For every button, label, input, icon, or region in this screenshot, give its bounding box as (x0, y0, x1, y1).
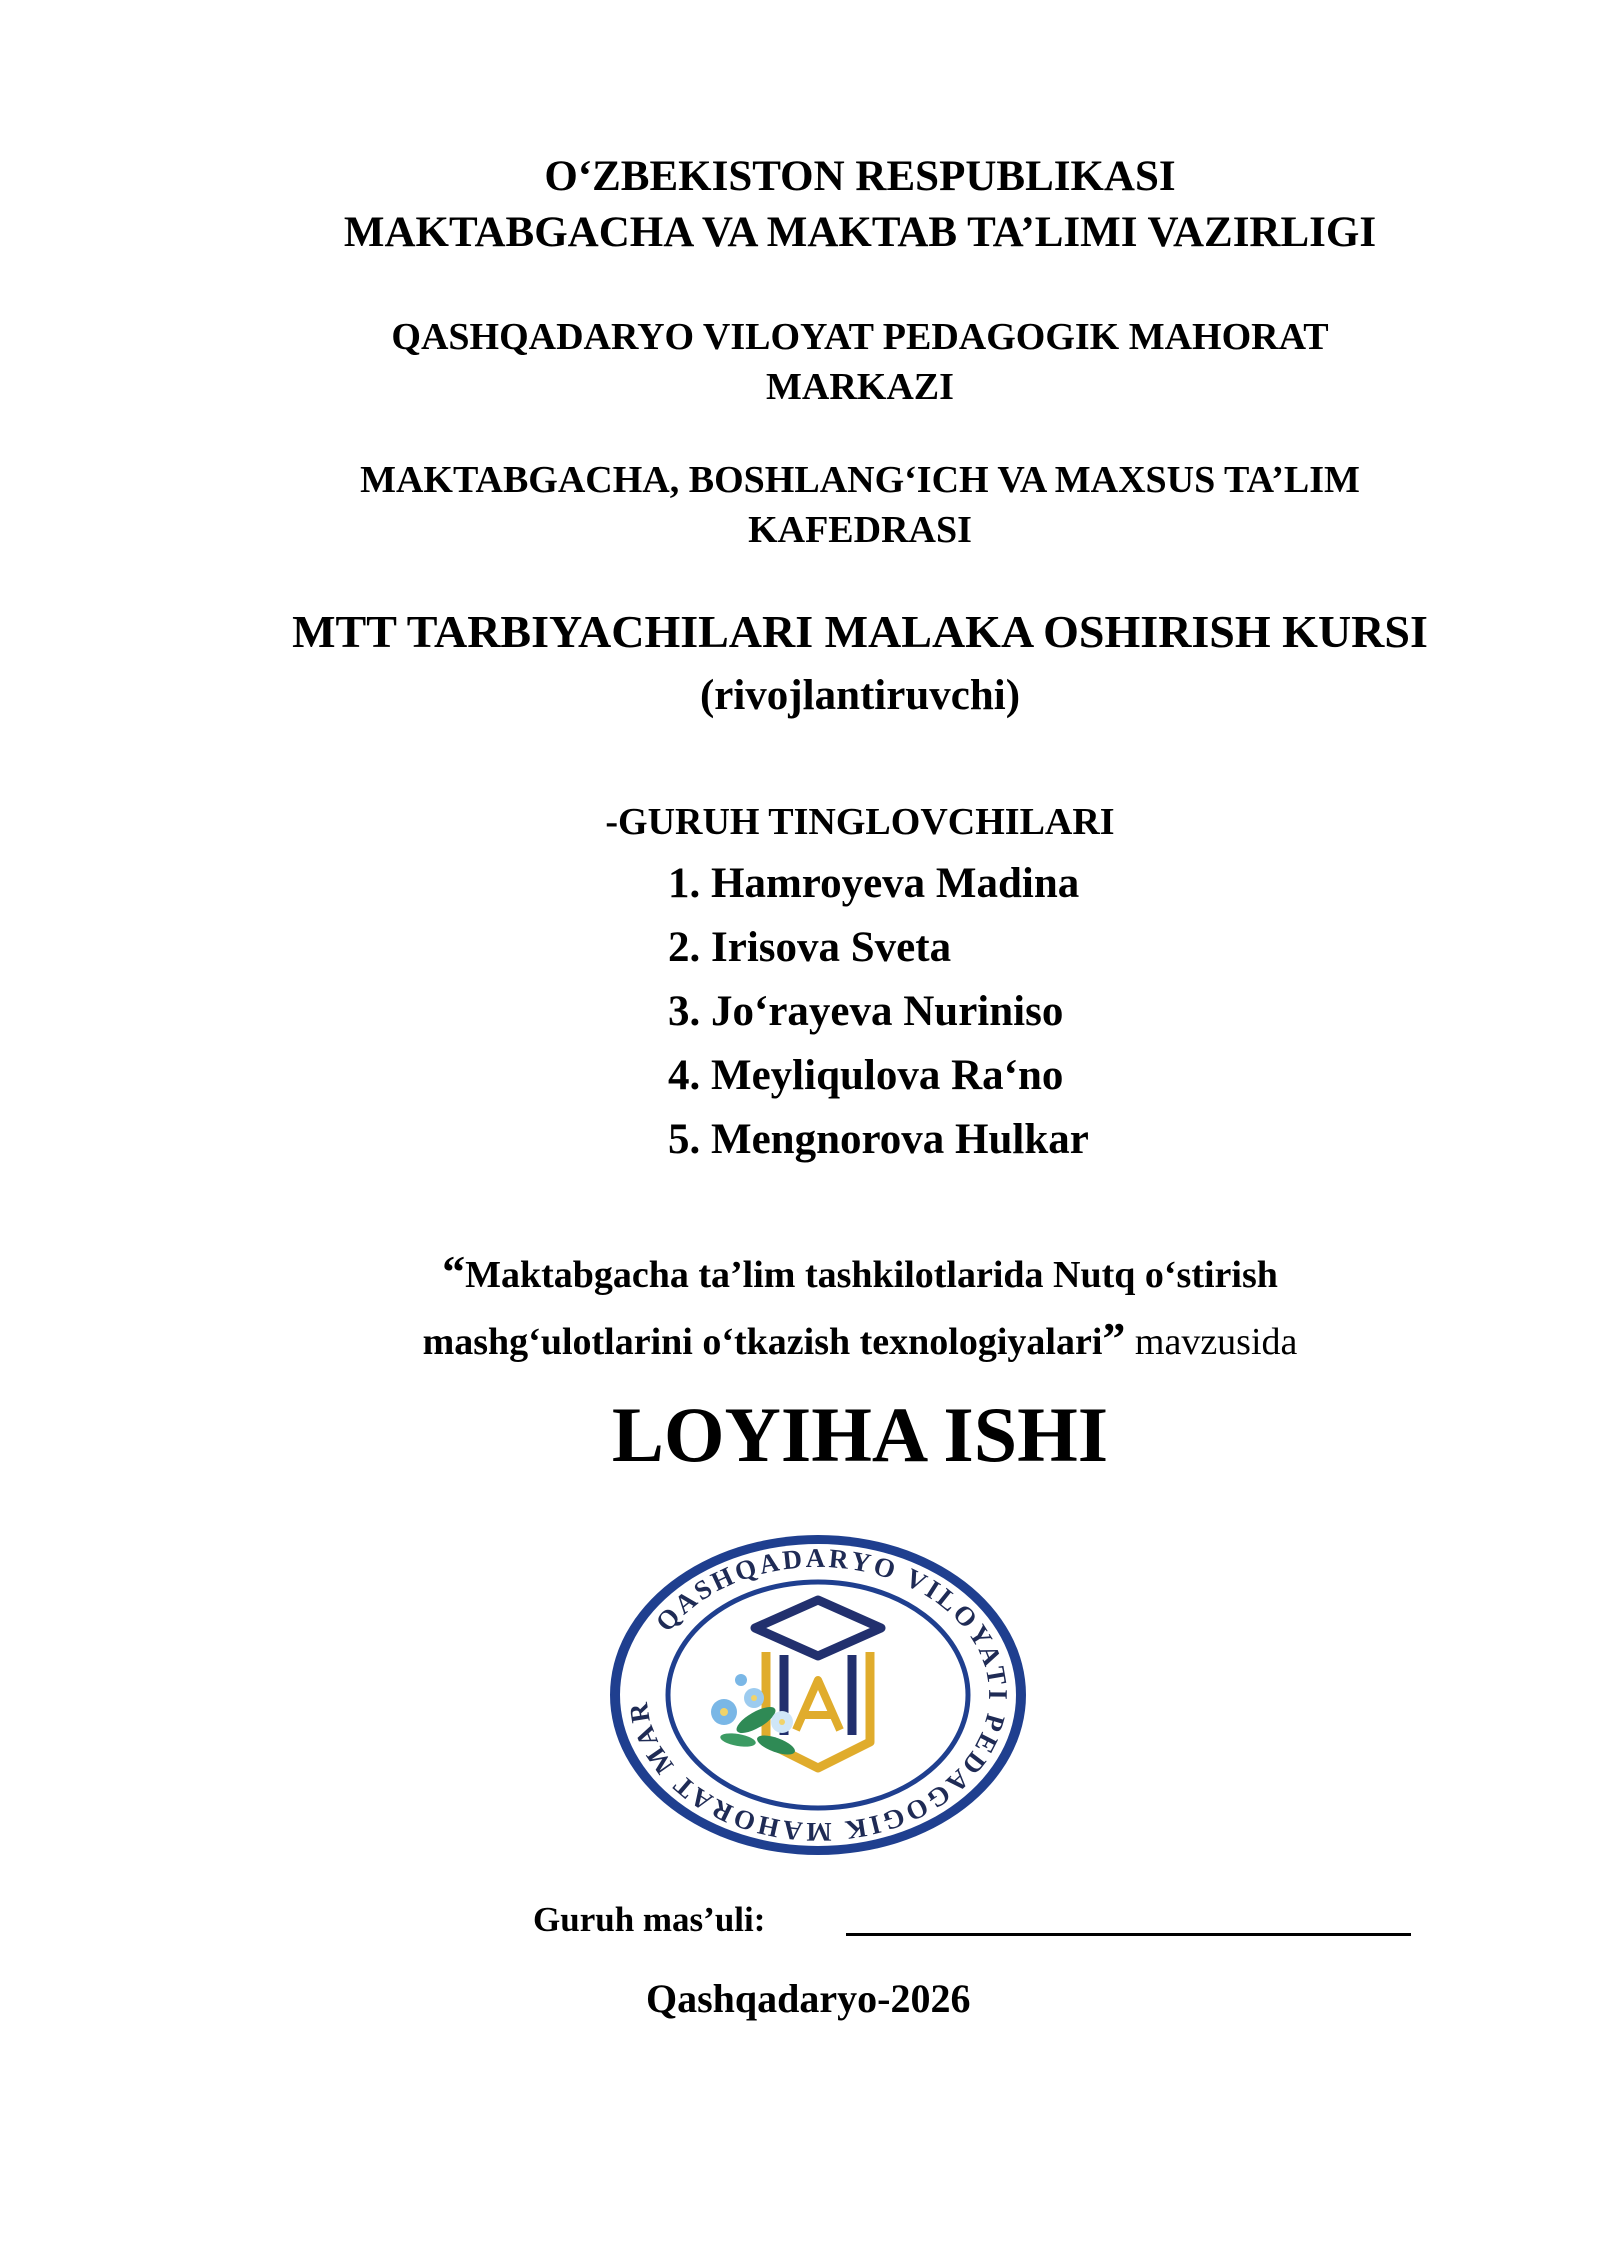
member-item: 1. Hamroyeva Madina (668, 860, 1080, 907)
center-title-line2: MARKAZI (766, 366, 954, 408)
ministry-title-line1: O‘ZBEKISTON RESPUBLIKASI (544, 153, 1176, 200)
topic-text-line2: mashg‘ulotlarini o‘tkazish texnologiyalari (422, 1321, 1103, 1363)
course-title: MTT TARBIYACHILARI MALAKA OSHIRISH KURSI (292, 606, 1428, 657)
topic-suffix: mavzusida (1125, 1321, 1298, 1363)
department-title-line1: MAKTABGACHA, BOSHLANG‘ICH VA MAXSUS TA’LIM (360, 459, 1360, 501)
center-title-line1: QASHQADARYO VILOYAT PEDAGOGIK MAHORAT (391, 316, 1329, 358)
project-title: LOYIHA ISHI (611, 1391, 1109, 1478)
topic-line2 (0, 1312, 1600, 1365)
members-list (668, 852, 1089, 1172)
member-item: 4. Meyliqulova Ra‘no (668, 1052, 1064, 1099)
topic-text-line1: Maktabgacha ta’lim tashkilotlarida Nutq o‘stirish (465, 1254, 1278, 1296)
member-item: 3. Jo‘rayeva Nuriniso (668, 988, 1064, 1035)
city-year: Qashqadaryo-2026 (646, 1976, 971, 2021)
ministry-title-line2: MAKTABGACHA VA MAKTAB TA’LIMI VAZIRLIGI (343, 209, 1377, 256)
member-item: 2. Irisova Sveta (668, 924, 952, 971)
topic-line1 (0, 1245, 1600, 1298)
signature-line (846, 1933, 1411, 1936)
responsible-label: Guruh mas’uli: (533, 1900, 766, 1939)
department-title-line2: KAFEDRASI (748, 509, 972, 551)
logo-ring-text: QASHQADARYO VILOYATI PEDAGOGIK MAHORAT MAR (622, 1542, 1014, 1848)
center-logo (606, 1530, 1030, 1860)
topic-open-quote: “ (442, 1246, 466, 1297)
member-item: 5. Mengnorova Hulkar (668, 1116, 1089, 1163)
topic-close-quote: ” (1102, 1313, 1126, 1364)
group-label: -GURUH TINGLOVCHILARI (605, 801, 1115, 843)
course-subtitle: (rivojlantiruvchi) (699, 672, 1021, 719)
